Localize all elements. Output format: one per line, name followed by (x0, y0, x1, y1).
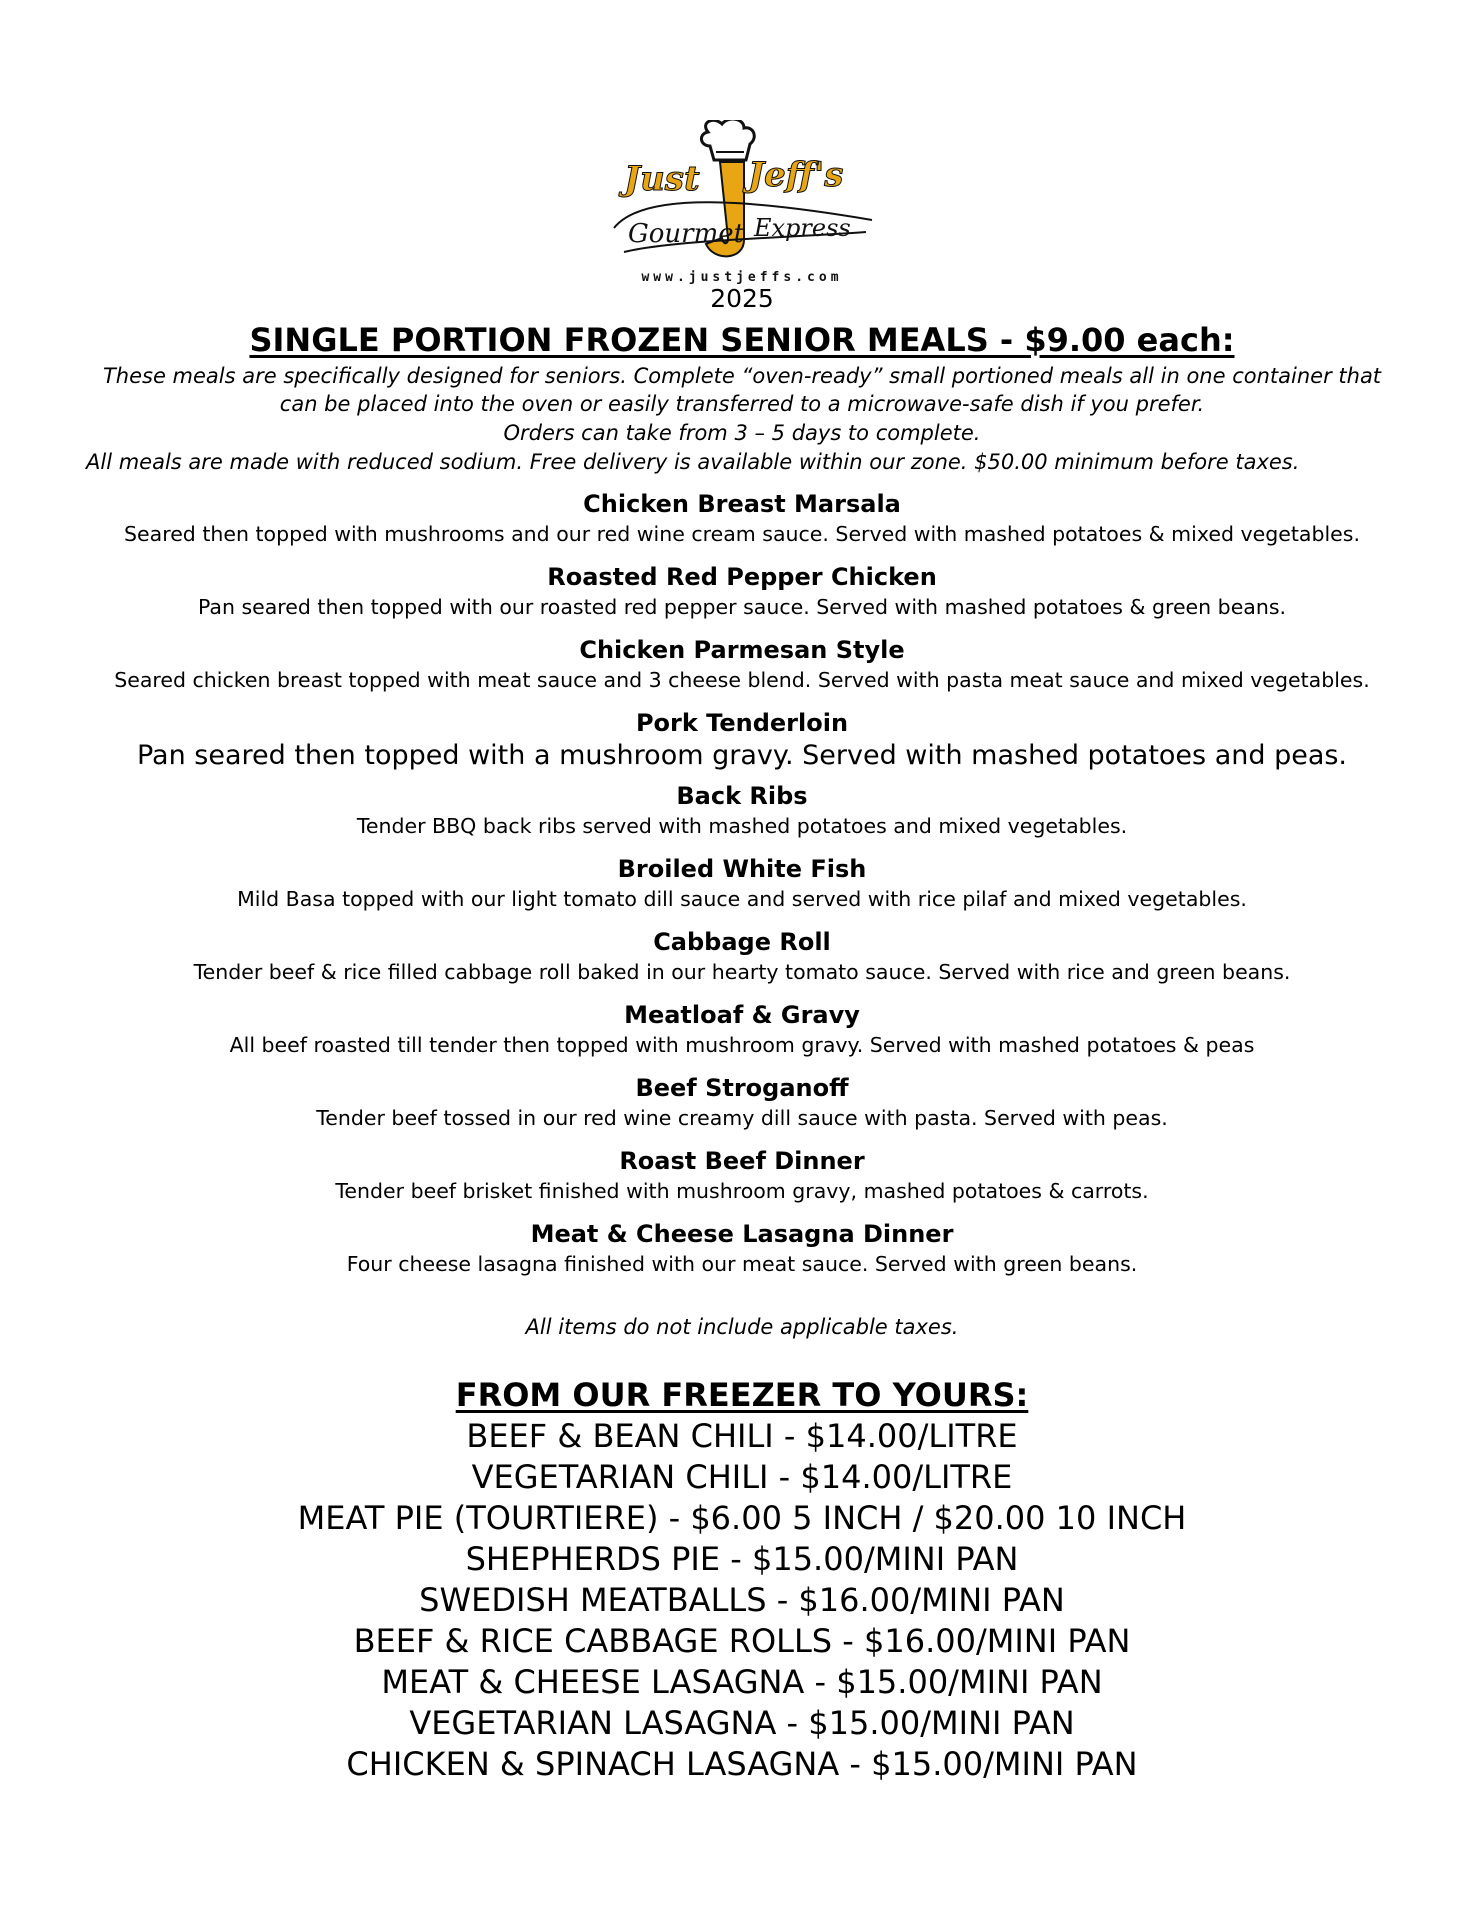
meal-name: Broiled White Fish (617, 855, 867, 883)
meal-name: Cabbage Roll (653, 928, 831, 956)
meal-name: Meatloaf & Gravy (624, 1001, 860, 1029)
meal-name: Beef Stroganoff (635, 1074, 849, 1102)
meal-description: Tender beef tossed in our red wine creamy dill sauce with pasta. Served with peas. (316, 1106, 1168, 1130)
meal-item (0, 707, 1484, 780)
freezer-item: VEGETARIAN LASAGNA - $15.00/MINI PAN (409, 1704, 1075, 1742)
freezer-items-list (0, 1416, 1484, 1785)
freezer-section-title: FROM OUR FREEZER TO YOURS: (455, 1376, 1029, 1414)
meal-item (0, 488, 1484, 561)
freezer-item: SHEPHERDS PIE - $15.00/MINI PAN (465, 1540, 1019, 1578)
freezer-item: MEAT PIE (TOURTIERE) - $6.00 5 INCH / $20.00 10 INCH (297, 1499, 1187, 1537)
meal-name: Roast Beef Dinner (619, 1147, 865, 1175)
logo-jeffs-text: Jeff's (748, 155, 844, 195)
logo-just-text: Just (624, 159, 700, 199)
page-title: SINGLE PORTION FROZEN SENIOR MEALS - $9.00 each: (249, 321, 1235, 359)
menu-year: 2025 (710, 284, 774, 313)
meal-description: Tender beef & rice filled cabbage roll baked in our hearty tomato sauce. Served with rice and green beans. (193, 960, 1291, 984)
meal-description: Seared chicken breast topped with meat sauce and 3 cheese blend. Served with pasta meat sauce and mixed vegetables. (114, 668, 1370, 692)
meal-description: Seared then topped with mushrooms and our red wine cream sauce. Served with mashed potatoes & mixed vegetables. (124, 522, 1360, 546)
meal-item (0, 561, 1484, 634)
freezer-item: CHICKEN & SPINACH LASAGNA - $15.00/MINI PAN (346, 1745, 1138, 1783)
intro-line: can be placed into the oven or easily transferred to a microwave-safe dish if you prefer. (279, 392, 1205, 416)
freezer-item: BEEF & RICE CABBAGE ROLLS - $16.00/MINI PAN (353, 1622, 1131, 1660)
meal-name: Chicken Breast Marsala (583, 490, 901, 518)
freezer-item: VEGETARIAN CHILI - $14.00/LITRE (471, 1458, 1013, 1496)
meal-item (0, 999, 1484, 1072)
chef-hat-logo-graphic (604, 120, 880, 270)
meal-description: Pan seared then topped with a mushroom gravy. Served with mashed potatoes and peas. (136, 740, 1348, 771)
intro-line: All meals are made with reduced sodium. Free delivery is available within our zone. $50.00 minimum before taxes. (86, 450, 1300, 474)
meal-item (0, 634, 1484, 707)
meal-description: Pan seared then topped with our roasted red pepper sauce. Served with mashed potatoes & green beans. (197, 595, 1287, 619)
meal-name: Meat & Cheese Lasagna Dinner (530, 1220, 954, 1248)
meal-name: Pork Tenderloin (635, 709, 849, 737)
meal-item (0, 780, 1484, 853)
logo-express-text: Express (754, 214, 851, 242)
meal-name: Roasted Red Pepper Chicken (547, 563, 937, 591)
meal-item (0, 853, 1484, 926)
meal-item (0, 926, 1484, 999)
freezer-item: MEAT & CHEESE LASAGNA - $15.00/MINI PAN (381, 1663, 1103, 1701)
just-jeffs-logo (604, 120, 880, 290)
tax-note: All items do not include applicable taxes. (525, 1315, 959, 1339)
meal-name: Back Ribs (676, 782, 808, 810)
senior-meals-list (0, 488, 1484, 1291)
meal-description: Mild Basa topped with our light tomato dill sauce and served with rice pilaf and mixed vegetables. (237, 887, 1247, 911)
intro-line: Orders can take from 3 – 5 days to complete. (503, 421, 981, 445)
meal-description: Tender BBQ back ribs served with mashed potatoes and mixed vegetables. (356, 814, 1128, 838)
freezer-item: BEEF & BEAN CHILI - $14.00/LITRE (466, 1417, 1018, 1455)
logo-url: www.justjeffs.com (641, 270, 843, 285)
freezer-item: SWEDISH MEATBALLS - $16.00/MINI PAN (419, 1581, 1065, 1619)
meal-item (0, 1145, 1484, 1218)
meal-description: All beef roasted till tender then topped with mushroom gravy. Served with mashed potatoes & peas (229, 1033, 1255, 1057)
meal-description: Four cheese lasagna finished with our meat sauce. Served with green beans. (346, 1252, 1138, 1276)
logo-gourmet-text: Gourmet (628, 219, 745, 249)
intro-line: These meals are specifically designed for seniors. Complete “oven-ready” small portioned meals all in one container that (102, 364, 1382, 388)
meal-name: Chicken Parmesan Style (579, 636, 905, 664)
meal-item (0, 1218, 1484, 1291)
meal-description: Tender beef brisket finished with mushroom gravy, mashed potatoes & carrots. (335, 1179, 1149, 1203)
meal-item (0, 1072, 1484, 1145)
